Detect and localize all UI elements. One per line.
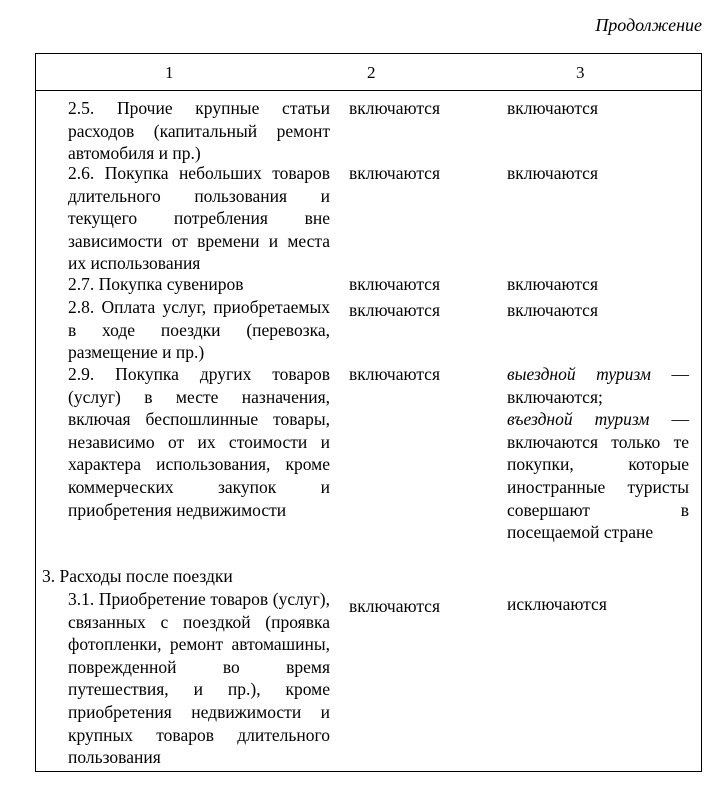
section-3-title: 3. Расходы после поездки: [42, 566, 233, 586]
row-2-6-col2: включаются: [349, 163, 440, 183]
row-2-6-col3: включаются: [507, 163, 598, 183]
column-header-1: 1: [165, 63, 174, 82]
row-2-6-description: 2.6. Покупка небольших товаров длительного пользования и текущего потребления вне зависимости от времени и места их использования: [68, 163, 330, 274]
row-2-9-description: 2.9. Покупка других товаров (услуг) в месте назначения, включая беспошлинные товары, независимо от их стоимости и характера использования, кроме коммерческих закупок и приобретения недвижимости: [68, 364, 330, 520]
row-2-7-col2: включаются: [349, 274, 440, 294]
continued-label: Продолжение: [595, 15, 702, 35]
row-2-5-col2: включаются: [349, 98, 440, 118]
row-2-8-col2: включаются: [349, 300, 440, 320]
outbound-tourism-value: — включаются;: [507, 364, 690, 407]
row-2-7-col3: включаются: [507, 274, 598, 294]
row-2-9-col2: включаются: [349, 364, 440, 384]
row-2-5-col3: включаются: [507, 98, 598, 118]
row-2-5-description: 2.5. Прочие крупные статьи расходов (капитальный ремонт автомобиля и пр.): [68, 98, 330, 164]
inbound-tourism-label: въездной туризм: [507, 409, 650, 430]
column-header-2: 2: [367, 63, 376, 82]
row-2-7-description: 2.7. Покупка сувениров: [68, 274, 244, 294]
row-3-1-description: 3.1. Приобретение товаров (услуг), связанных с поездкой (проявка фотопленки, ремонт автомашины, поврежденной во время путешествия, и пр.), кроме приобретения недвижимости и крупных товаров длительного пользования: [68, 589, 330, 768]
row-3-1-col2: включаются: [349, 596, 440, 616]
row-2-8-description: 2.8. Оплата услуг, приобретаемых в ходе поездки (перевозка, размещение и пр.): [68, 297, 330, 363]
row-2-9-col3: [507, 363, 689, 544]
inbound-tourism-value: — включаются только те покупки, которые иностранные туристы совершают в посещаемой стране: [507, 409, 690, 543]
expenses-table: [35, 53, 702, 772]
row-2-8-col3: включаются: [507, 300, 598, 320]
outbound-tourism-label: выездной туризм: [507, 364, 651, 384]
table-header-row: [36, 54, 701, 91]
column-header-3: 3: [576, 63, 585, 82]
row-3-1-col3: исключаются: [507, 594, 607, 614]
